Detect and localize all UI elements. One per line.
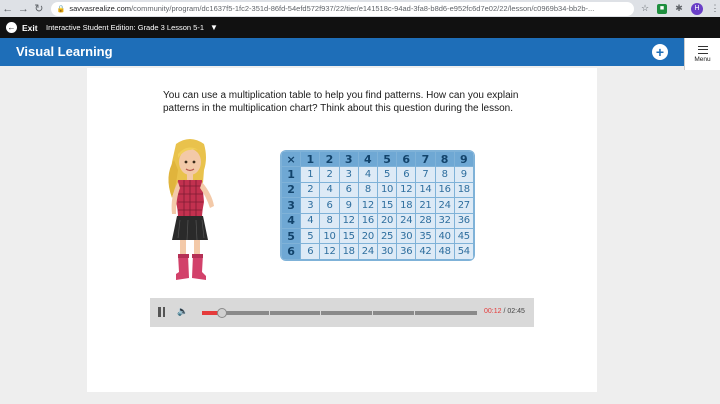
row-header: 4 [282, 213, 301, 228]
table-cell: 4 [301, 213, 320, 228]
hamburger-icon [698, 46, 708, 54]
table-row [282, 244, 474, 259]
table-cell: 6 [301, 244, 320, 259]
table-cell: 36 [397, 244, 416, 259]
column-header: 3 [339, 152, 358, 167]
browser-toolbar [0, 0, 720, 17]
extension-icon[interactable]: ■ [657, 4, 667, 14]
row-header: 1 [282, 167, 301, 182]
column-header: 2 [320, 152, 339, 167]
column-header: 7 [416, 152, 435, 167]
table-cell: 35 [416, 228, 435, 243]
more-options-icon[interactable]: ⋮ [710, 3, 720, 13]
back-arrow-icon[interactable]: ← [2, 2, 14, 15]
table-cell: 3 [339, 167, 358, 182]
forward-arrow-icon[interactable]: → [17, 2, 29, 15]
star-icon[interactable]: ☆ [640, 3, 650, 13]
table-cell: 4 [358, 167, 377, 182]
table-cell: 1 [301, 167, 320, 182]
table-row [282, 213, 474, 228]
table-cell: 12 [320, 244, 339, 259]
row-header: 6 [282, 244, 301, 259]
reload-icon[interactable]: ↻ [34, 3, 44, 15]
table-cell: 8 [435, 167, 454, 182]
table-cell: 20 [377, 213, 396, 228]
row-header: 2 [282, 182, 301, 197]
table-cell: 5 [377, 167, 396, 182]
table-cell: 32 [435, 213, 454, 228]
table-cell: 15 [339, 228, 358, 243]
column-header: 5 [377, 152, 396, 167]
row-header: 5 [282, 228, 301, 243]
table-cell: 48 [435, 244, 454, 259]
table-cell: 16 [435, 182, 454, 197]
table-header-row [282, 152, 474, 167]
table-cell: 4 [320, 182, 339, 197]
table-cell: 14 [416, 182, 435, 197]
table-cell: 18 [397, 198, 416, 213]
table-cell: 6 [397, 167, 416, 182]
table-cell: 21 [416, 198, 435, 213]
exit-label: Exit [22, 22, 38, 33]
table-cell: 10 [320, 228, 339, 243]
table-cell: 9 [339, 198, 358, 213]
table-cell: 3 [301, 198, 320, 213]
table-cell: 6 [339, 182, 358, 197]
address-bar[interactable] [51, 2, 634, 16]
multiplication-table [281, 151, 474, 260]
table-cell: 12 [358, 198, 377, 213]
table-cell: 28 [416, 213, 435, 228]
column-header: 4 [358, 152, 377, 167]
profile-avatar[interactable]: H [691, 3, 703, 15]
table-cell: 24 [397, 213, 416, 228]
table-row [282, 182, 474, 197]
back-circle-icon: ← [7, 23, 16, 32]
volume-icon[interactable]: 🔈 [177, 306, 189, 316]
track-tick [372, 311, 373, 315]
track-tick [320, 311, 321, 315]
column-header: 9 [454, 152, 473, 167]
table-cell: 12 [397, 182, 416, 197]
audio-player [150, 298, 534, 327]
table-cell: 54 [454, 244, 473, 259]
track-tick [269, 311, 270, 315]
table-cell: 2 [320, 167, 339, 182]
time-display [484, 308, 525, 315]
lock-icon: 🔒 [56, 5, 66, 13]
table-cell: 24 [358, 244, 377, 259]
exit-button[interactable] [0, 22, 40, 33]
table-cell: 9 [454, 167, 473, 182]
track-tick [414, 311, 415, 315]
table-cell: 30 [397, 228, 416, 243]
table-cell: 15 [377, 198, 396, 213]
table-cell: 30 [377, 244, 396, 259]
table-cell: 6 [320, 198, 339, 213]
table-cell: 7 [416, 167, 435, 182]
puzzle-icon[interactable]: ✱ [675, 3, 683, 13]
section-header [0, 38, 720, 66]
row-header: 3 [282, 198, 301, 213]
table-cell: 20 [358, 228, 377, 243]
url-host: savvasrealize.com [69, 4, 132, 13]
table-cell: 12 [339, 213, 358, 228]
table-cell: 40 [435, 228, 454, 243]
app-topbar [0, 17, 720, 38]
menu-button[interactable] [684, 38, 720, 70]
progress-track[interactable] [202, 311, 477, 315]
pause-button[interactable] [158, 307, 166, 317]
table-cell: 36 [454, 213, 473, 228]
lesson-dropdown[interactable] [40, 17, 224, 38]
table-cell: 8 [358, 182, 377, 197]
question-text: You can use a multiplication table to help you find patterns. How can you explain patterns in the multiplication chart? Think about this question during the lesson. [163, 90, 519, 114]
add-icon[interactable]: + [652, 44, 668, 60]
url-path: /community/program/dc1637f5-1fc2-351d-86fd-54efd572f937/22/tier/e141518c-94ad-3fa8-b8d6-e952fc6d7e02/22/lesson/c0969b34-bb2b-... [131, 4, 595, 13]
duration: / 02:45 [503, 308, 525, 315]
table-cell: 42 [416, 244, 435, 259]
student-character-illustration [158, 136, 222, 286]
table-cell: 25 [377, 228, 396, 243]
lesson-title: Interactive Student Edition: Grade 3 Lesson 5-1 [46, 23, 205, 32]
table-cell: 45 [454, 228, 473, 243]
times-symbol: × [282, 152, 301, 167]
table-cell: 2 [301, 182, 320, 197]
menu-label: Menu [694, 55, 711, 63]
table-cell: 27 [454, 198, 473, 213]
current-time: 00:12 [484, 308, 502, 315]
scrub-handle[interactable] [217, 308, 227, 318]
column-header: 1 [301, 152, 320, 167]
column-header: 8 [435, 152, 454, 167]
page-title: Visual Learning [16, 44, 113, 59]
table-cell: 8 [320, 213, 339, 228]
table-cell: 5 [301, 228, 320, 243]
table-cell: 24 [435, 198, 454, 213]
column-header: 6 [397, 152, 416, 167]
table-row [282, 198, 474, 213]
table-cell: 18 [454, 182, 473, 197]
table-row [282, 228, 474, 243]
table-cell: 10 [377, 182, 396, 197]
table-row [282, 167, 474, 182]
table-cell: 18 [339, 244, 358, 259]
caret-down-icon: ▼ [210, 23, 218, 32]
table-cell: 16 [358, 213, 377, 228]
